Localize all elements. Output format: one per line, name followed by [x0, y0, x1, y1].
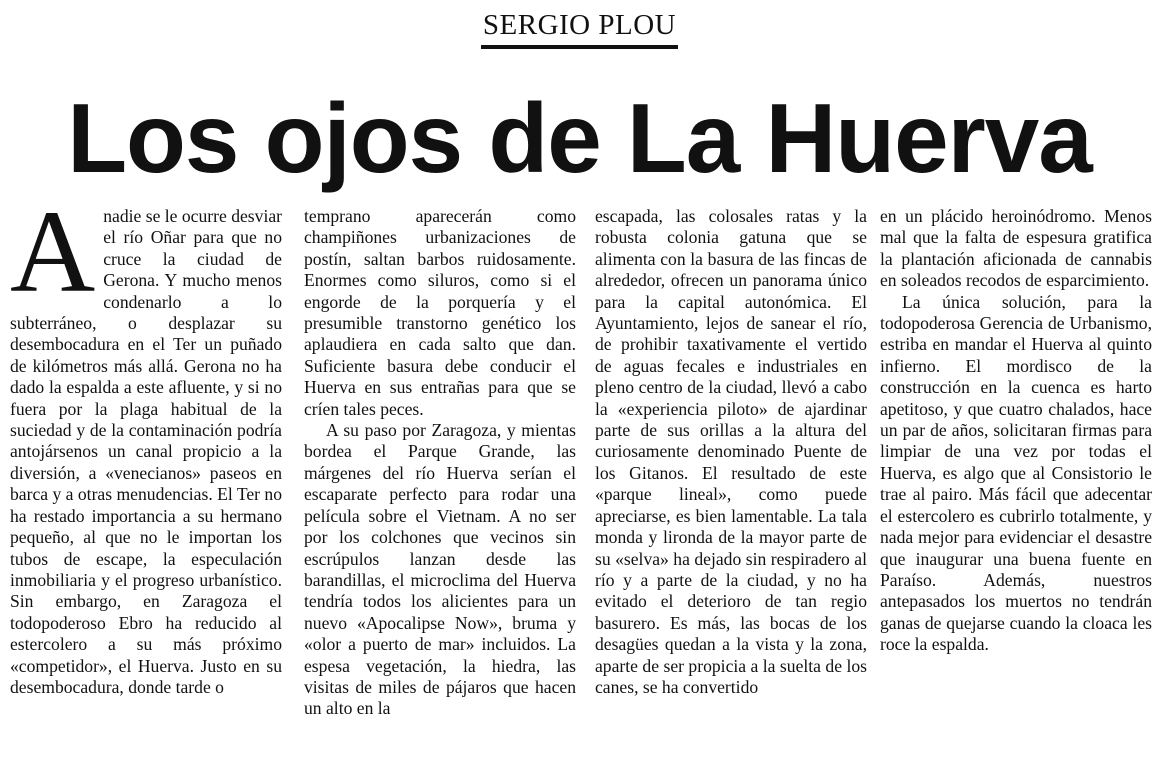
headline: Los ojos de La Huerva: [67, 83, 1092, 193]
paragraph-text: nadie se le ocurre desviar el río Oñar para que no cruce la ciudad de Gerona. Y mucho menos condenarlo a lo subterráneo, o desplazar su desembocadura en el Ter un puñado de kilómetros más allá. Gerona no ha dado la espalda a este afluente, y si no fuera por la plaga habitual de la suciedad y de la contaminación podría antojársenos un canal propicio a la diversión, a «venecianos» paseos en barca y a otras menudencias. El Ter no ha restado importancia a su hermano pequeño, al que no le importan los tubos de escape, la especulación inmobiliaria y el progreso urbanístico. Sin embargo, en Zaragoza el todopoderoso Ebro ha reducido al estercolero a su más próximo «competidor», el Huerva. Justo en su desembocadura, donde tarde o: [10, 206, 282, 697]
article-column-4: [880, 206, 1152, 756]
paragraph: en un plácido heroinódromo. Menos mal que la falta de espesura gratifica la plantación aficionada de cannabis en soleados recodos de esparcimiento.: [880, 206, 1152, 291]
paragraph: escapada, las colosales ratas y la robusta colonia gatuna que se alimenta con la basura de las fincas de alrededor, ofrecen un panorama único para la capital autonómica. El Ayuntamiento, lejos de sanear el río, de prohibir taxativamente el vertido de aguas fecales e industriales en pleno centro de la ciudad, llevó a cabo la «experiencia piloto» de ajardinar parte de sus orillas a la altura del curiosamente denominado Puente de los Gitanos. El resultado de este «parque lineal», como puede apreciarse, es bien lamentable. La tala monda y lironda de la mayor parte de su «selva» ha dejado sin respiradero al río y a parte de la ciudad, y no ha evitado el deterioro de tan regio basurero. Es más, las bocas de los desagües quedan a la vista y la zona, aparte de ser propicia a la suelta de los canes, se ha convertido: [595, 206, 867, 697]
paragraph: [10, 206, 282, 698]
drop-cap: A: [10, 206, 96, 317]
article-column-1: [10, 206, 282, 756]
article-column-3: [595, 206, 867, 756]
paragraph: La única solución, para la todopoderosa Gerencia de Urbanismo, estriba en mandar el Huerva al quinto infierno. El mordisco de la construcción en la cuenca es harto apetitoso, y que cuatro chalados, hace un par de años, solicitaran firmas para limpiar de una vez por todas el Huerva, es algo que al Consistorio le trae al pairo. Más fácil que adecentar el estercolero es cubrirlo totalmente, y nada mejor para evidenciar el desastre que inaugurar una buena fuente en Paraíso. Además, nuestros antepasados los muertos no tendrán ganas de quejarse cuando la cloaca les roce la espalda.: [880, 291, 1152, 655]
paragraph: A su paso por Zaragoza, y mientas bordea el Parque Grande, las márgenes del río Huerva serían el escaparate perfecto para rodar una película sobre el Vietnam. A no ser por los colchones que vecinos sin escrúpulos lanzan desde las barandillas, el microclima del Huerva tendría todos los alicientes para un nuevo «Apocalipse Now», bruma y «olor a puerto de mar» incluidos. La espesa vegetación, la hiedra, las visitas de miles de pájaros que hacen un alto en la: [304, 420, 576, 719]
author-byline: SERGIO PLOU: [481, 8, 678, 49]
article-column-2: [304, 206, 576, 756]
byline-wrap: [0, 8, 1159, 49]
paragraph: temprano aparecerán como champiñones urbanizaciones de postín, saltan barbos ruidosamente. Enormes como siluros, como si el engorde de la porquería y el presumible transtorno genético los aplaudiera en cada salto que dan. Suficiente basura debe conducir el Huerva en sus entrañas para que se críen tales peces.: [304, 206, 576, 419]
